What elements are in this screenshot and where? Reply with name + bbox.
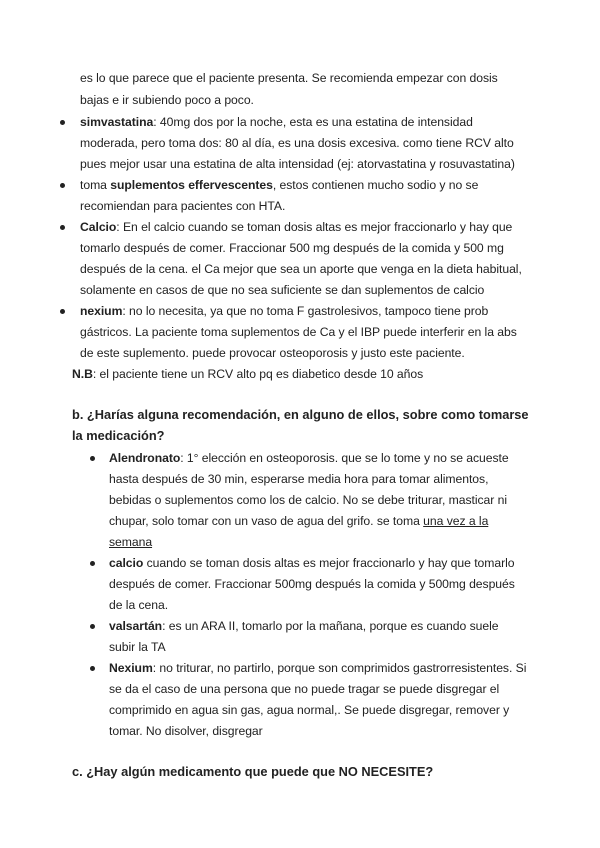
list-item-line: subir la TA <box>109 640 166 654</box>
list-item <box>109 618 498 634</box>
list-item-line: tomar. No disolver, disgregar <box>109 724 263 738</box>
bullet-icon <box>90 561 95 566</box>
bullet-icon <box>90 666 95 671</box>
list-item-text: : no triturar, no partirlo, porque son comprimidos gastrorresistentes. Si <box>152 661 527 675</box>
list-item-line: moderada, pero toma dos: 80 al día, es una dosis excesiva. como tiene RCV alto <box>80 136 514 150</box>
paragraph-line: es lo que parece que el paciente presenta. Se recomienda empezar con dosis <box>80 71 498 85</box>
bullet-icon <box>90 456 95 461</box>
question-heading: b. ¿Harías alguna recomendación, en alguno de ellos, sobre como tomarse <box>72 407 529 422</box>
question-heading: la medicación? <box>72 428 165 443</box>
list-item <box>109 450 509 466</box>
drug-name: Calcio <box>80 220 117 234</box>
drug-name: calcio <box>109 556 144 570</box>
list-item-line: bebidas o suplementos como los de calcio. No se debe triturar, masticar ni <box>109 493 508 507</box>
list-item-line: hasta después de 30 min, esperarse media hora para tomar alimentos, <box>109 472 489 486</box>
question-emphasis: NO NECESITE <box>338 764 426 779</box>
list-item-line: gástricos. La paciente toma suplementos de Ca y el IBP puede interferir en la abs <box>80 325 517 339</box>
list-item <box>109 660 526 676</box>
question-heading <box>72 764 433 780</box>
drug-name: Nexium <box>109 661 153 675</box>
list-item-line: se da el caso de una persona que no puede tragar se puede disgregar el <box>109 682 500 696</box>
bullet-icon <box>60 120 65 125</box>
note-text: : el paciente tiene un RCV alto pq es diabetico desde 10 años <box>92 367 424 381</box>
underlined-text: semana <box>109 535 153 549</box>
drug-name: suplementos effervescentes <box>110 178 273 192</box>
question-text: c. ¿Hay algún medicamento que puede que <box>72 764 339 779</box>
paragraph-line: bajas e ir subiendo poco a poco. <box>80 93 254 107</box>
list-item-line: pues mejor usar una estatina de alta intensidad (ej: atorvastatina y rosuvastatina) <box>80 157 515 171</box>
list-item-line: después de la cena. el Ca mejor que sea un aporte que venga en la dieta habitual, <box>80 262 522 276</box>
list-item <box>80 303 488 319</box>
list-item-text: : es un ARA II, tomarlo por la mañana, porque es cuando suele <box>162 619 499 633</box>
drug-name: Alendronato <box>109 451 181 465</box>
list-item <box>80 219 512 235</box>
list-item-line: solamente en casos de que no sea suficiente se dan suplementos de calcio <box>80 283 485 297</box>
list-item-line <box>109 513 488 529</box>
list-item <box>80 114 473 130</box>
question-text: ? <box>425 764 434 779</box>
list-item <box>109 555 514 571</box>
list-item-line: de este suplemento. puede provocar osteoporosis y justo este paciente. <box>80 346 465 360</box>
list-item-line: después de comer. Fraccionar 500mg después la comida y 500mg después <box>109 577 515 591</box>
list-item-text: : En el calcio cuando se toman dosis altas es mejor fraccionarlo y hay que <box>116 220 513 234</box>
bullet-icon <box>60 225 65 230</box>
list-item <box>80 177 478 193</box>
list-item-text: : 40mg dos por la noche, esta es una estatina de intensidad <box>153 115 473 129</box>
note <box>72 366 423 382</box>
list-item-text: chupar, solo tomar con un vaso de agua del grifo. se toma <box>109 514 424 528</box>
drug-name: nexium <box>80 304 123 318</box>
drug-name: simvastatina <box>80 115 154 129</box>
list-item-text: : no lo necesita, ya que no toma F gastrolesivos, tampoco tiene prob <box>122 304 489 318</box>
bullet-icon <box>90 624 95 629</box>
list-item-text: , estos contienen mucho sodio y no se <box>272 178 479 192</box>
drug-name: valsartán <box>109 619 163 633</box>
list-item-line: recomiendan para pacientes con HTA. <box>80 199 286 213</box>
bullet-icon <box>60 309 65 314</box>
list-item-text: : 1° elección en osteoporosis. que se lo tome y no se acueste <box>180 451 509 465</box>
underlined-text: una vez a la <box>423 514 489 528</box>
list-item-line: tomarlo después de comer. Fraccionar 500 mg después de la comida y 500 mg <box>80 241 504 255</box>
list-item-line: comprimido en agua sin gas, agua normal,. Se puede disgregar, remover y <box>109 703 510 717</box>
note-label: N.B <box>72 367 93 381</box>
bullet-icon <box>60 183 65 188</box>
list-item-text: cuando se toman dosis altas es mejor fraccionarlo y hay que tomarlo <box>143 556 515 570</box>
list-item-text: toma <box>80 178 111 192</box>
list-item-line: de la cena. <box>109 598 169 612</box>
